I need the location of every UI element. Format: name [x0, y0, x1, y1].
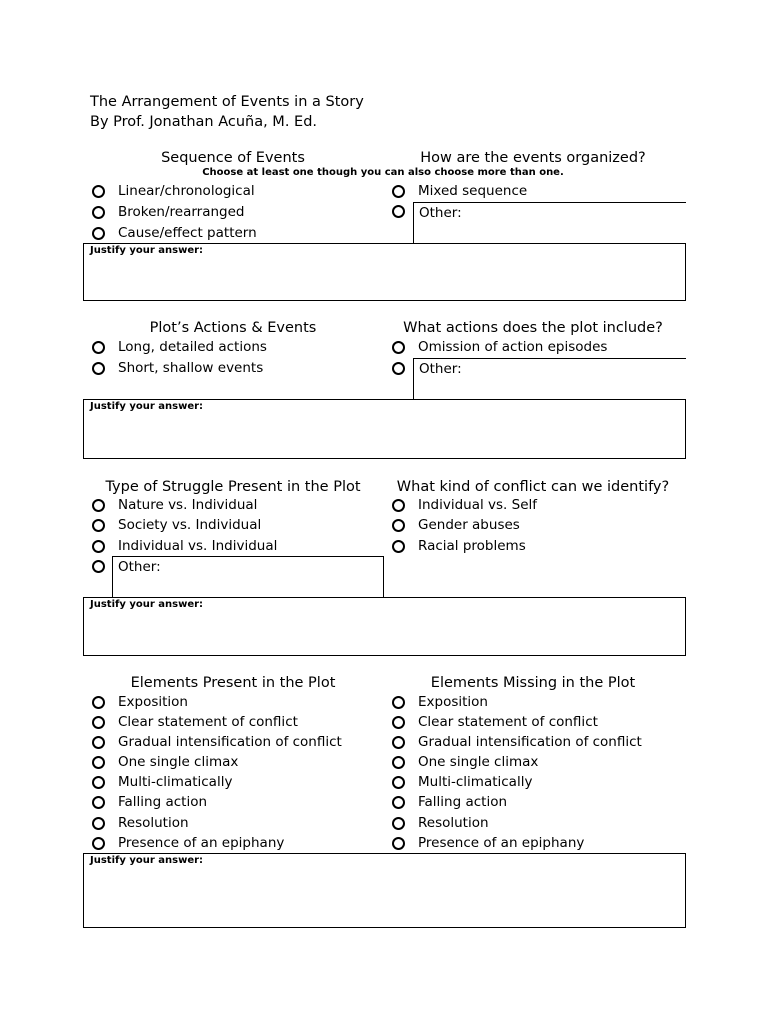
present-one-single-climax[interactable]: One single climax: [92, 753, 238, 771]
radio-circle-icon[interactable]: [92, 362, 105, 375]
radio-circle-icon[interactable]: [92, 540, 105, 553]
present-multi-climatically[interactable]: Multi-climatically: [92, 773, 232, 791]
section1-left-heading: Sequence of Events: [161, 150, 305, 166]
present-clear-statement[interactable]: Clear statement of conflict: [92, 713, 298, 731]
section3-right-heading: What kind of conflict can we identify?: [396, 479, 670, 495]
radio-circle-icon[interactable]: [92, 519, 105, 532]
radio-circle-icon[interactable]: [92, 776, 105, 789]
radio-circle-icon[interactable]: [392, 716, 405, 729]
missing-falling-action[interactable]: Falling action: [392, 793, 507, 811]
radio-circle-icon[interactable]: [392, 519, 405, 532]
section3-left-heading: Type of Struggle Present in the Plot: [105, 479, 361, 495]
radio-circle-icon[interactable]: [392, 756, 405, 769]
radio-circle-icon[interactable]: [392, 362, 405, 375]
radio-circle-icon[interactable]: [392, 185, 405, 198]
radio-circle-icon[interactable]: [92, 796, 105, 809]
radio-circle-icon[interactable]: [392, 817, 405, 830]
present-epiphany[interactable]: Presence of an epiphany: [92, 834, 284, 852]
section1-right-heading: How are the events organized?: [420, 150, 646, 166]
radio-circle-icon[interactable]: [392, 540, 405, 553]
justify-answer-box-2[interactable]: Justify your answer:: [83, 399, 686, 459]
radio-circle-icon[interactable]: [92, 341, 105, 354]
option-nature-vs-individual[interactable]: Nature vs. Individual: [92, 496, 257, 514]
author-line: By Prof. Jonathan Acuña, M. Ed.: [90, 114, 318, 130]
missing-one-single-climax[interactable]: One single climax: [392, 753, 538, 771]
instruction-note: Choose at least one though you can also choose more than one.: [202, 167, 564, 178]
radio-circle-icon[interactable]: [392, 499, 405, 512]
section2-right-heading: What actions does the plot include?: [403, 320, 663, 336]
section4-left-heading: Elements Present in the Plot: [130, 675, 336, 691]
missing-epiphany[interactable]: Presence of an epiphany: [392, 834, 584, 852]
option-long-detailed-actions[interactable]: Long, detailed actions: [92, 338, 267, 356]
missing-resolution[interactable]: Resolution: [392, 814, 489, 832]
missing-gradual-intensification[interactable]: Gradual intensification of conflict: [392, 733, 642, 751]
option-racial-problems[interactable]: Racial problems: [392, 537, 526, 555]
justify-answer-box-4[interactable]: Justify your answer:: [83, 853, 686, 928]
radio-circle-icon[interactable]: [92, 560, 105, 573]
justify-answer-box-1[interactable]: Justify your answer:: [83, 243, 686, 301]
missing-clear-statement[interactable]: Clear statement of conflict: [392, 713, 598, 731]
radio-circle-icon[interactable]: [392, 341, 405, 354]
radio-circle-icon[interactable]: [392, 205, 405, 218]
option-individual-vs-individual[interactable]: Individual vs. Individual: [92, 537, 277, 555]
missing-multi-climatically[interactable]: Multi-climatically: [392, 773, 532, 791]
radio-circle-icon[interactable]: [92, 817, 105, 830]
section4-right-heading: Elements Missing in the Plot: [430, 675, 636, 691]
option-gender-abuses[interactable]: Gender abuses: [392, 516, 520, 534]
radio-circle-icon[interactable]: [92, 756, 105, 769]
section2-left-heading: Plot’s Actions & Events: [149, 320, 317, 336]
radio-circle-icon[interactable]: [392, 837, 405, 850]
radio-circle-icon[interactable]: [92, 185, 105, 198]
radio-circle-icon[interactable]: [92, 736, 105, 749]
other-input-3[interactable]: Other:: [112, 556, 384, 598]
option-mixed-sequence[interactable]: Mixed sequence: [392, 182, 527, 200]
present-exposition[interactable]: Exposition: [92, 693, 188, 711]
radio-circle-icon[interactable]: [92, 837, 105, 850]
other-input-2[interactable]: Other:: [413, 358, 686, 400]
radio-circle-icon[interactable]: [92, 499, 105, 512]
present-gradual-intensification[interactable]: Gradual intensification of conflict: [92, 733, 342, 751]
other-input-1[interactable]: Other:: [413, 202, 686, 244]
option-short-shallow-events[interactable]: Short, shallow events: [92, 359, 263, 377]
radio-circle-icon[interactable]: [392, 796, 405, 809]
radio-circle-icon[interactable]: [392, 736, 405, 749]
present-falling-action[interactable]: Falling action: [92, 793, 207, 811]
page-title: The Arrangement of Events in a Story: [90, 94, 364, 110]
radio-circle-icon[interactable]: [392, 776, 405, 789]
option-broken-rearranged[interactable]: Broken/rearranged: [92, 203, 245, 221]
radio-circle-icon[interactable]: [92, 227, 105, 240]
option-society-vs-individual[interactable]: Society vs. Individual: [92, 516, 261, 534]
option-linear-chronological[interactable]: Linear/chronological: [92, 182, 255, 200]
radio-circle-icon[interactable]: [92, 716, 105, 729]
present-resolution[interactable]: Resolution: [92, 814, 189, 832]
option-cause-effect[interactable]: Cause/effect pattern: [92, 224, 257, 242]
radio-circle-icon[interactable]: [92, 206, 105, 219]
justify-answer-box-3[interactable]: Justify your answer:: [83, 597, 686, 656]
radio-circle-icon[interactable]: [392, 696, 405, 709]
option-individual-vs-self[interactable]: Individual vs. Self: [392, 496, 537, 514]
option-omission-action-episodes[interactable]: Omission of action episodes: [392, 338, 607, 356]
missing-exposition[interactable]: Exposition: [392, 693, 488, 711]
radio-circle-icon[interactable]: [92, 696, 105, 709]
